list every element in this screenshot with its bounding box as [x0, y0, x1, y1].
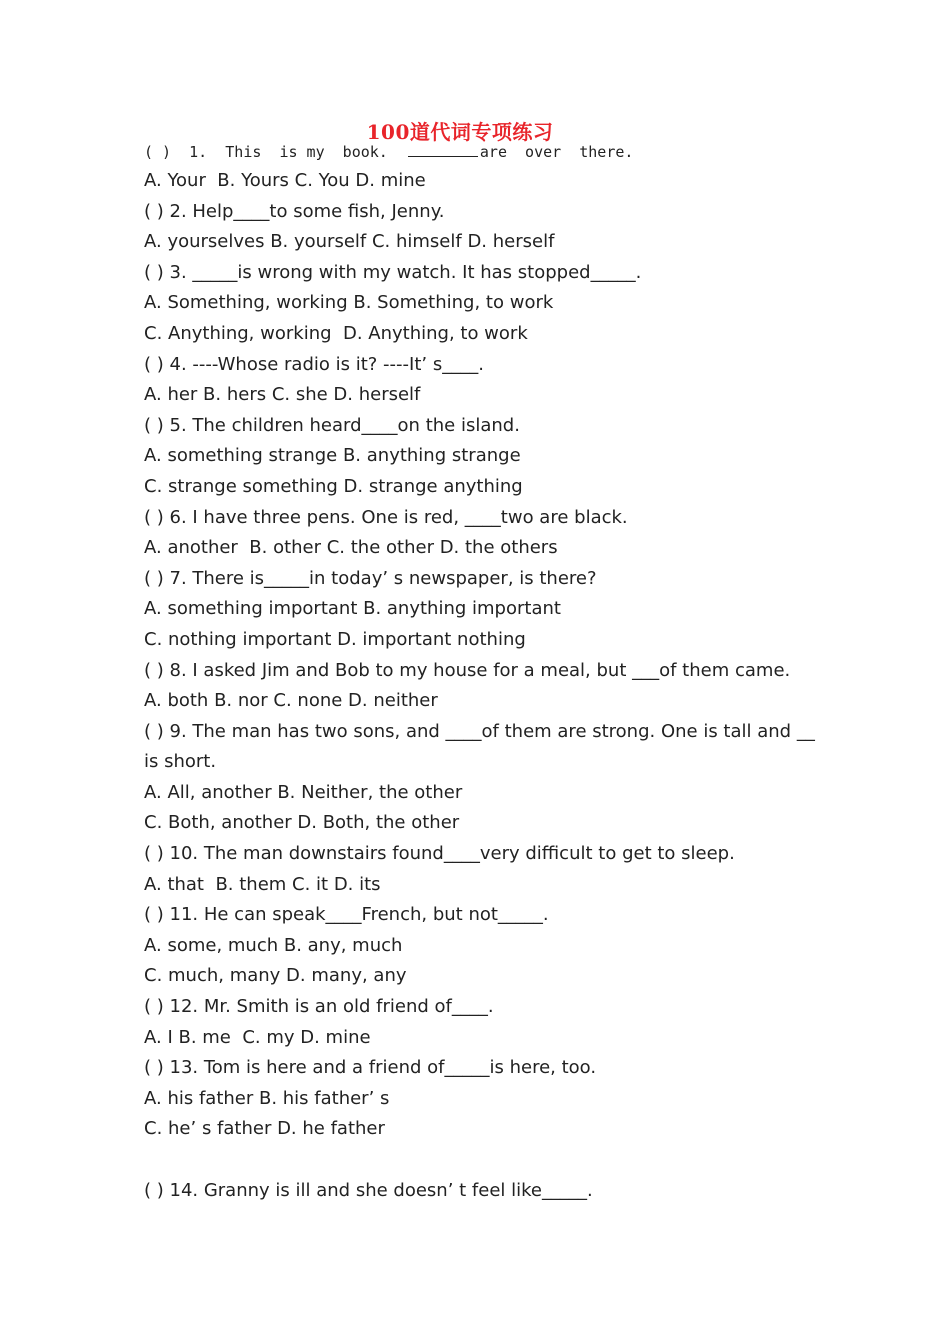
- text-line: ( ) 4. ----Whose radio is it? ----It’ s____.: [144, 353, 484, 375]
- text-line: A. All, another B. Neither, the other: [144, 781, 463, 803]
- text-line: ( ) 6. I have three pens. One is red, ____two are black.: [144, 506, 628, 528]
- text-line: ( ) 10. The man downstairs found____very difficult to get to sleep.: [144, 843, 735, 865]
- text-line: A. both B. nor C. none D. neither: [144, 690, 438, 712]
- text-line: ( ) 8. I asked Jim and Bob to my house for a meal, but ___of them came.: [144, 659, 791, 681]
- text-line: C. nothing important D. important nothing: [144, 628, 526, 650]
- exercise-lines: [144, 166, 815, 1206]
- text-line: A. her B. hers C. she D. herself: [144, 384, 421, 406]
- text-line: A. something important B. anything important: [144, 598, 561, 620]
- blank-line: [144, 1145, 804, 1176]
- text-line: ( ) 5. The children heard____on the island.: [144, 414, 520, 436]
- text-line: ( ) 11. He can speak____French, but not_____.: [144, 904, 549, 926]
- text-line: A. that B. them C. it D. its: [144, 873, 381, 895]
- page-title: 100道代词专项练习: [366, 120, 554, 144]
- text-line: ( ) 3. _____is wrong with my watch. It has stopped_____.: [144, 261, 642, 283]
- text-line: A. I B. me C. my D. mine: [144, 1026, 371, 1048]
- text-line: C. Both, another D. Both, the other: [144, 812, 460, 834]
- text-line: ( ) 14. Granny is ill and she doesn’ t feel like_____.: [144, 1179, 593, 1201]
- question-1-text: ( ) 1. This is my book.: [144, 143, 406, 161]
- text-line: A. yourselves B. yourself C. himself D. herself: [144, 231, 555, 253]
- text-line: A. something strange B. anything strange: [144, 445, 521, 467]
- text-line: is short.: [144, 751, 217, 773]
- text-line: A. some, much B. any, much: [144, 934, 403, 956]
- text-line: ( ) 12. Mr. Smith is an old friend of____.: [144, 996, 494, 1018]
- text-line: C. strange something D. strange anything: [144, 475, 523, 497]
- question-1-text-end: are over there.: [479, 143, 634, 161]
- text-line: ( ) 9. The man has two sons, and ____of them are strong. One is tall and __: [144, 720, 815, 742]
- text-line: ( ) 7. There is_____in today’ s newspaper, is there?: [144, 567, 597, 589]
- text-line: ( ) 13. Tom is here and a friend of_____is here, too.: [144, 1057, 597, 1079]
- text-line: C. much, many D. many, any: [144, 965, 407, 987]
- question-1: [144, 143, 633, 161]
- answer-blank: [408, 143, 478, 157]
- text-line: A. another B. other C. the other D. the others: [144, 537, 558, 559]
- text-line: A. Something, working B. Something, to work: [144, 292, 554, 314]
- text-line: C. he’ s father D. he father: [144, 1118, 385, 1140]
- text-line: C. Anything, working D. Anything, to work: [144, 322, 528, 344]
- text-line: A. his father B. his father’ s: [144, 1087, 390, 1109]
- text-line: A. Your B. Yours C. You D. mine: [144, 170, 426, 191]
- text-line: ( ) 2. Help____to some fish, Jenny.: [144, 200, 445, 222]
